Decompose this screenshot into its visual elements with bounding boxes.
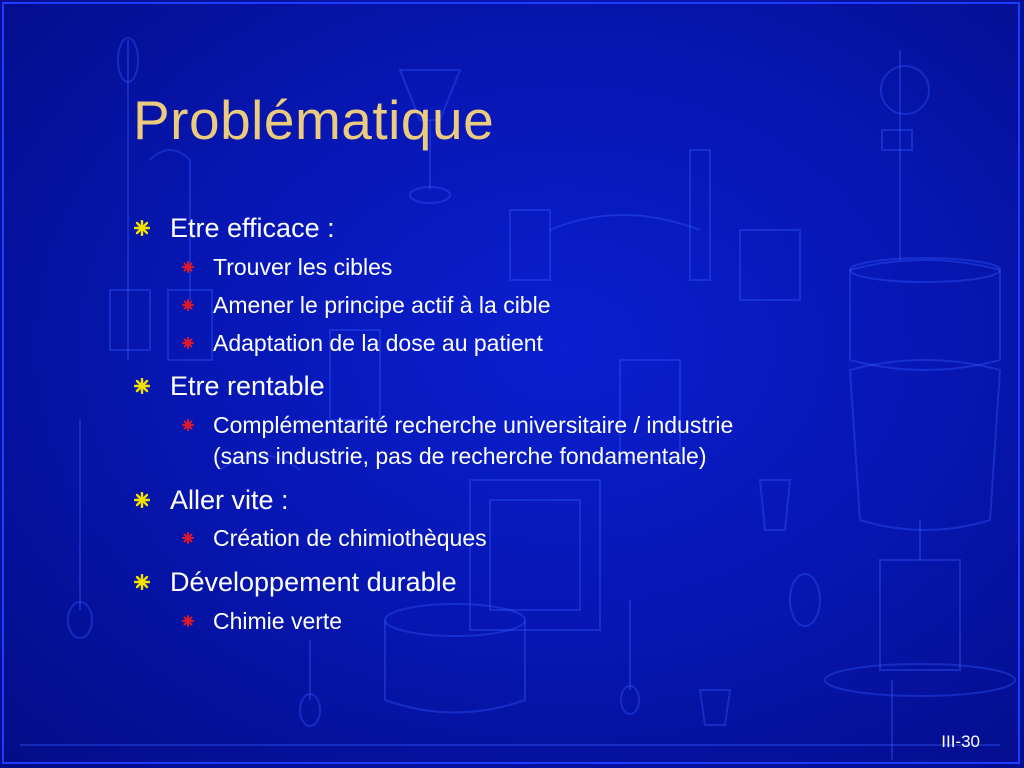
sub-bullet-item: [182, 328, 543, 359]
bullet-text: Etre rentable: [170, 370, 325, 401]
sub-bullet-text: Amener le principe actif à la cible: [213, 292, 551, 318]
bullet-item-etre-rentable: [134, 369, 325, 403]
sub-bullet-item: [182, 410, 733, 472]
sub-bullet-text: Adaptation de la dose au patient: [213, 330, 543, 356]
red-burst-bullet-icon: [182, 419, 194, 431]
slide-title: Problématique: [133, 89, 495, 151]
yellow-burst-bullet-icon: [134, 378, 150, 394]
bullet-item-developpement-durable: [134, 565, 457, 599]
sub-bullet-item: [182, 290, 551, 321]
red-burst-bullet-icon: [182, 337, 194, 349]
yellow-burst-bullet-icon: [134, 220, 150, 236]
red-burst-bullet-icon: [182, 299, 194, 311]
slide-number: III-30: [941, 732, 980, 751]
red-burst-bullet-icon: [182, 532, 194, 544]
sub-bullet-line: Complémentarité recherche universitaire / industrie: [213, 412, 734, 438]
sub-bullet-item: [182, 252, 392, 283]
yellow-burst-bullet-icon: [134, 492, 150, 508]
bullet-text: Aller vite :: [170, 484, 289, 515]
sub-bullet-line: (sans industrie, pas de recherche fondamentale): [213, 443, 707, 469]
sub-bullet-text: Trouver les cibles: [213, 254, 393, 280]
sub-bullet-text: Chimie verte: [213, 608, 343, 634]
sub-bullet-text: [213, 410, 733, 472]
red-burst-bullet-icon: [182, 261, 194, 273]
bullet-item-aller-vite: [134, 483, 289, 517]
sub-bullet-text: Création de chimiothèques: [213, 525, 487, 551]
red-burst-bullet-icon: [182, 615, 194, 627]
bullet-text: Développement durable: [170, 566, 457, 597]
sub-bullet-item: [182, 606, 342, 637]
sub-bullet-item: [182, 523, 487, 554]
yellow-burst-bullet-icon: [134, 574, 150, 590]
bullet-text: Etre efficace :: [170, 212, 335, 243]
bullet-item-etre-efficace: [134, 211, 335, 245]
